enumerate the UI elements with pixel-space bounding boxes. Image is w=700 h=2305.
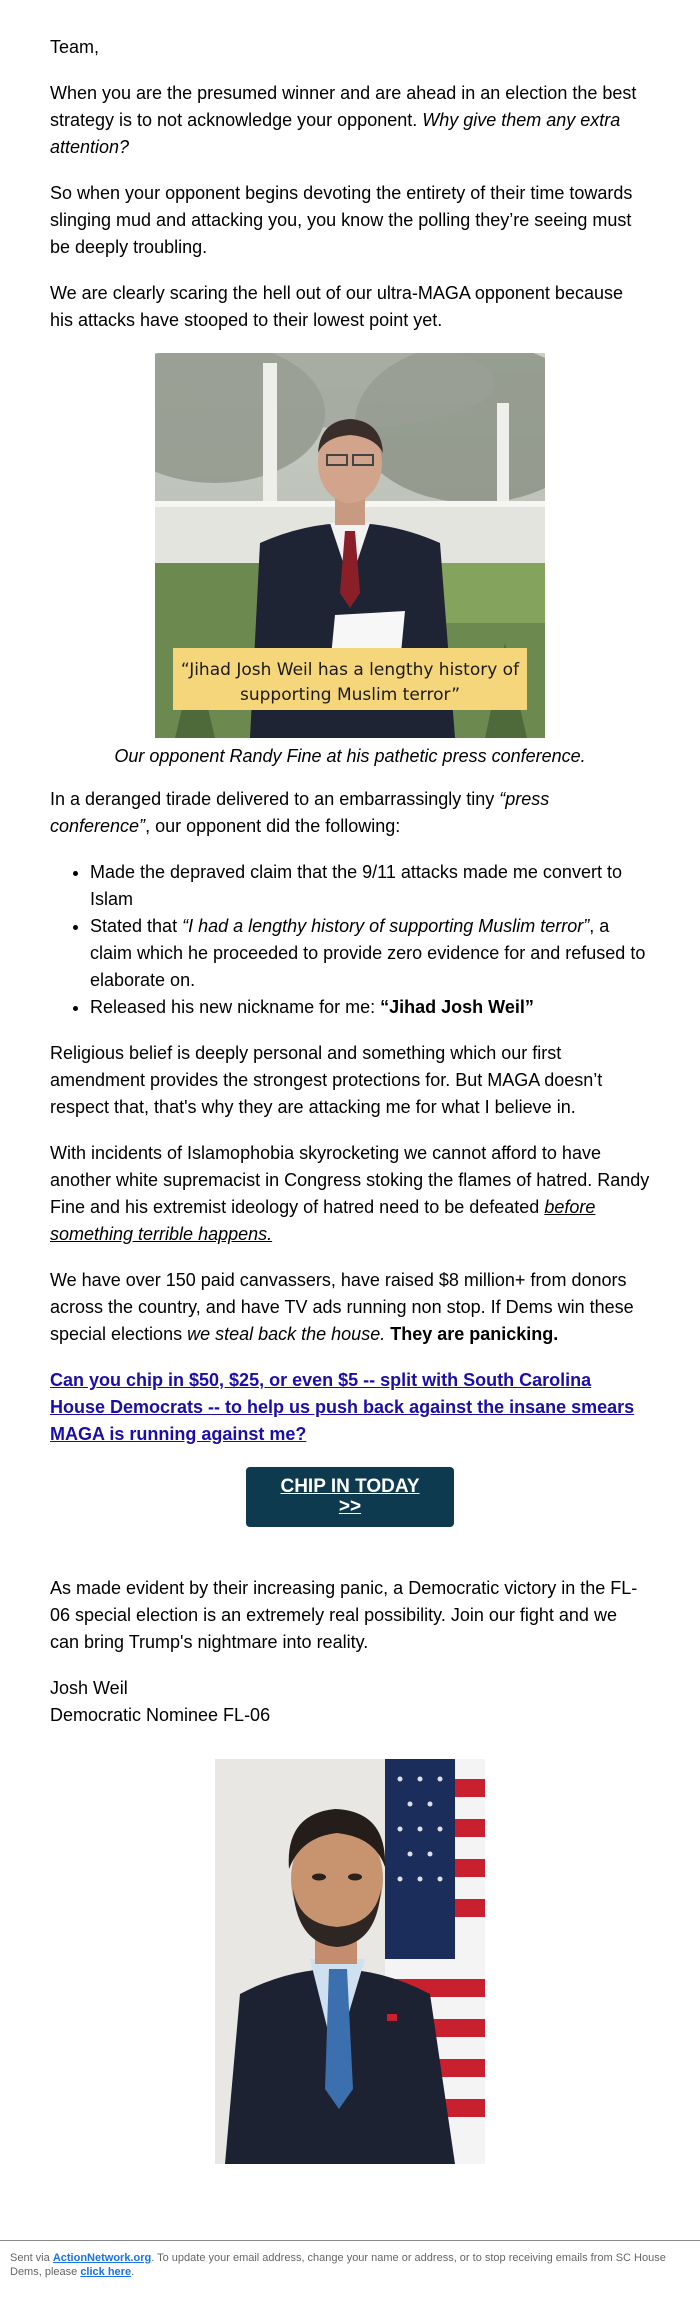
footer-text: . To update your email address, change your name or address, or to stop receiving emails from SC House Dems, please	[10, 2252, 666, 2278]
bullet-2-start: Stated that	[90, 916, 183, 936]
paragraph-6	[50, 1140, 650, 1248]
opponent-press-conference-photo	[155, 353, 545, 738]
bullet-2-italic: “I had a lengthy history of supporting Muslim terror”	[182, 916, 590, 936]
paragraph-7	[50, 1267, 650, 1348]
paragraph-7-italic: we steal back the house.	[187, 1324, 386, 1344]
paragraph-4-italic: “press conference”	[50, 789, 550, 836]
donation-ask-link[interactable]: Can you chip in $50, $25, or even $5 -- split with South Carolina House Democrats -- to help us push back against the insane smears MAGA is running against me?	[50, 1370, 635, 1444]
candidate-portrait-illustration	[215, 1759, 485, 2164]
button-label-line-1: CHIP IN TODAY	[280, 1476, 420, 1497]
candidate-portrait-photo	[215, 1759, 485, 2164]
button-container	[50, 1467, 650, 1527]
caption-banner-line-2: supporting Muslim terror”	[239, 685, 461, 705]
platform-link[interactable]: ActionNetwork.org	[52, 2252, 152, 2264]
caption-banner-line-1: “Jihad Josh Weil has a lengthy history of	[180, 660, 520, 680]
email-body	[50, 34, 650, 2164]
bullet-2-end: , a claim which he proceeded to provide zero evidence for and refused to elaborate on.	[90, 916, 646, 990]
bullet-3-start: Released his new nickname for me:	[90, 997, 381, 1017]
press-conference-illustration	[155, 353, 545, 738]
footer-sent-via: Sent via	[10, 2252, 53, 2264]
paragraph-3: We are clearly scaring the hell out of our ultra-MAGA opponent because his attacks have stooped to their lowest point yet.	[50, 283, 623, 330]
paragraph-4-start: In a deranged tirade delivered to an embarrassingly tiny	[50, 789, 500, 809]
signature-name: Josh Weil	[50, 1678, 128, 1698]
list-item	[90, 994, 650, 1021]
button-label-line-2: >>	[338, 1496, 362, 1517]
donation-ask	[50, 1367, 650, 1448]
chip-in-button[interactable]	[246, 1467, 454, 1527]
greeting: Team,	[50, 37, 100, 57]
email-footer	[0, 2240, 700, 2279]
paragraph-4-end: , our opponent did the following:	[145, 816, 401, 836]
bullet-3-bold: “Jihad Josh Weil”	[380, 997, 534, 1017]
paragraph-1	[50, 80, 650, 161]
paragraph-5: Religious belief is deeply personal and something which our first amendment provides the strongest protections for. But MAGA doesn’t respect that, that's why they are attacking me for what I believe in.	[50, 1043, 603, 1117]
paragraph-1-italic: Why give them any extra attention?	[50, 110, 621, 157]
paragraph-1-text: When you are the presumed winner and are ahead in an election the best strategy is to not acknowledge your opponent.	[50, 83, 637, 130]
paragraph-8: As made evident by their increasing panic, a Democratic victory in the FL-06 special election is an extremely real possibility. Join our fight and we can bring Trump's nightmare into reality.	[50, 1578, 638, 1652]
signature-title: Democratic Nominee FL-06	[50, 1705, 271, 1725]
paragraph-7-start: We have over 150 paid canvassers, have raised $8 million+ from donors across the country, and have TV ads running non stop. If Dems win these special elections	[50, 1270, 634, 1344]
attack-list	[50, 859, 650, 1021]
figure-caption: Our opponent Randy Fine at his pathetic press conference.	[114, 746, 586, 766]
paragraph-7-bold: They are panicking.	[385, 1324, 559, 1344]
list-item: • Made the depraved claim that the 9/11 attacks made me convert to Islam	[90, 859, 650, 913]
signature	[50, 1675, 650, 1729]
paragraph-4	[50, 786, 650, 840]
paragraph-2: So when your opponent begins devoting the entirety of their time towards slinging mud and attacking you, you know the polling they’re seeing must be deeply troubling.	[50, 183, 633, 257]
paragraph-6-start: With incidents of Islamophobia skyrocketing we cannot afford to have another white supremacist in Congress stoking the flames of hatred. Randy Fine and his extremist ideology of hatred need to be defeated	[50, 1143, 650, 1217]
list-item	[90, 913, 650, 994]
footer-end: .	[131, 2266, 135, 2278]
unsubscribe-link[interactable]: click here	[80, 2266, 132, 2278]
paragraph-6-emphasis: before something terrible happens.	[50, 1197, 596, 1244]
